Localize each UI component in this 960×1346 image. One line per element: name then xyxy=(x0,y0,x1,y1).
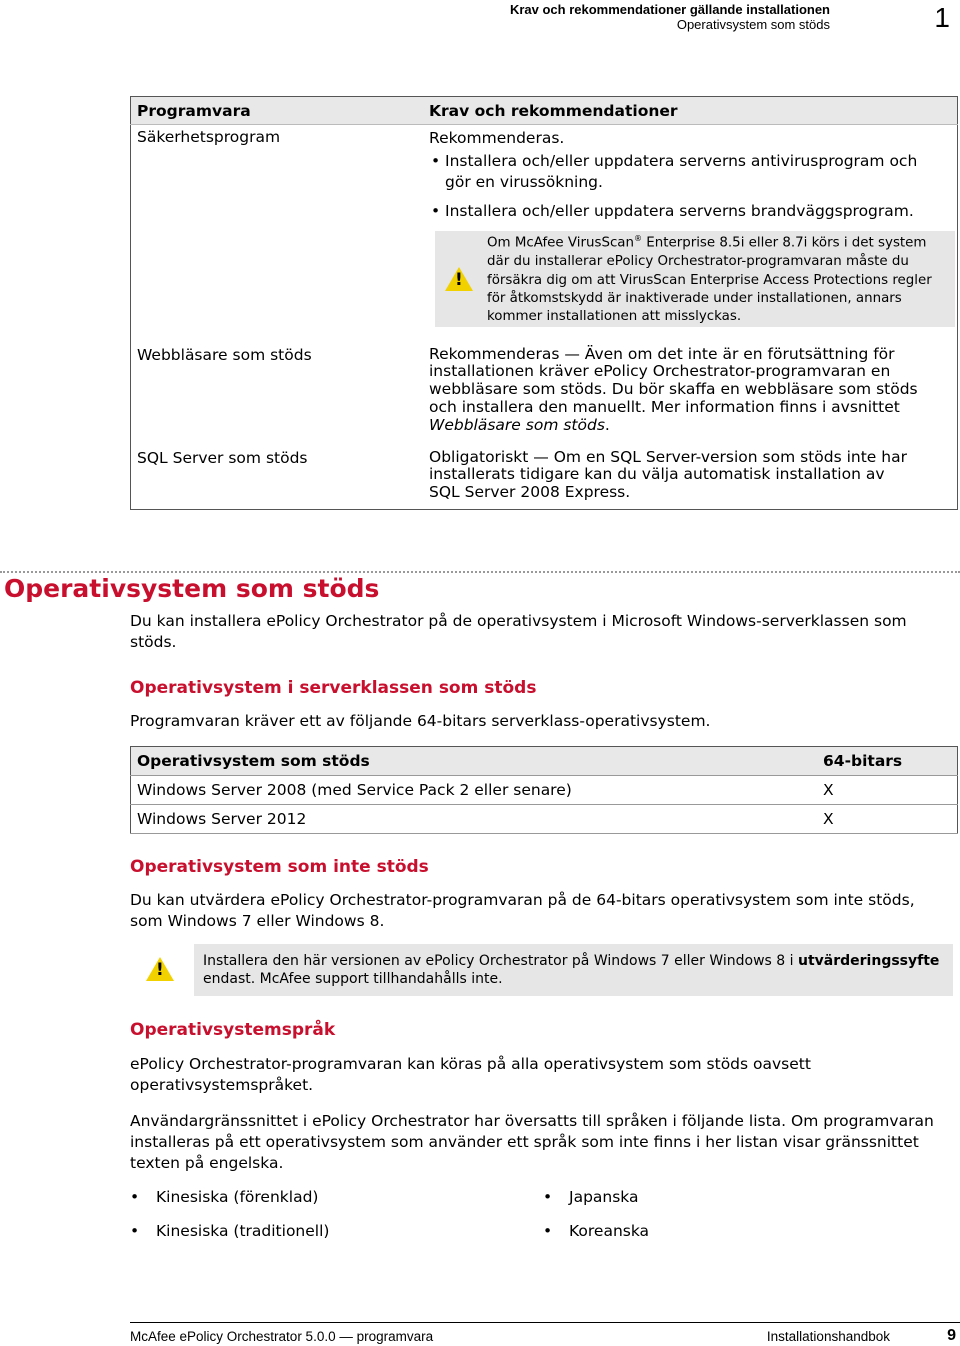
header-software: Programvara xyxy=(131,97,430,125)
software-cell: Säkerhetsprogram xyxy=(137,128,281,146)
os-64bit-mark: X xyxy=(823,805,958,834)
list-item: • Installera och/eller uppdatera serverns antivirusprogram och gör en virussökning. xyxy=(445,151,957,192)
requirements-table xyxy=(130,96,958,510)
footer-product: McAfee ePolicy Orchestrator 5.0.0 — programvara xyxy=(130,1329,434,1344)
chapter-title: Krav och rekommendationer gällande installationen xyxy=(509,2,830,17)
warning-note xyxy=(435,231,955,327)
os-name: Windows Server 2012 xyxy=(131,805,824,834)
subsection-title-server: Operativsystem i serverklassen som stöds xyxy=(130,678,537,698)
software-cell: SQL Server som stöds xyxy=(137,448,308,467)
warning-lead: Om McAfee VirusScan xyxy=(487,235,634,251)
cross-reference: Webbläsare som stöds xyxy=(429,415,605,434)
table-row xyxy=(131,339,958,444)
os-table xyxy=(130,746,958,834)
requirement-text: Rekommenderas — Även om det inte är en förutsättning för installationen kräver ePolicy Orchestrator-programvaran en webbläsare som stöds. Du bör skaffa en webbläsare som stöds och installera den manuellt. Mer information finns i avsnittet xyxy=(429,344,918,416)
section-title: Operativsystem som stöds xyxy=(4,574,380,603)
text-end: . xyxy=(604,415,610,434)
warning-icon: ! xyxy=(435,267,483,291)
subsection-title-languages: Operativsystemspråk xyxy=(130,1020,336,1040)
warning-body: Enterprise 8.5i eller 8.7i körs i det system där du installerar ePolicy Orchestrator-programvaran måste du försäkra dig om att VirusScan Enterprise Access Protections regler för åtkomstskydd är inaktiverade under installationen, annars kommer installationen att misslyckas. xyxy=(487,235,932,325)
evaluation-warning xyxy=(194,944,953,996)
section-intro: Du kan installera ePolicy Orchestrator på de operativsystem i Microsoft Windows-serverklassen som stöds. xyxy=(130,612,907,651)
registered-mark: ® xyxy=(634,234,642,244)
server-class-text: Programvaran kräver ett av följande 64-bitars serverklass-operativsystem. xyxy=(130,712,711,730)
footer-guide: Installationshandbok xyxy=(766,1329,890,1344)
header-os: Operativsystem som stöds xyxy=(131,747,824,776)
section-divider xyxy=(0,571,960,573)
warning-icon: ! xyxy=(146,957,174,981)
requirements-cell xyxy=(429,339,958,444)
warning-pre: Installera den här versionen av ePolicy Orchestrator på Windows 7 eller Windows 8 i xyxy=(203,952,798,969)
warning-text xyxy=(483,230,943,327)
table-header-row xyxy=(131,747,958,776)
chapter-number: 1 xyxy=(934,2,950,33)
table-row xyxy=(131,125,958,339)
running-header xyxy=(510,2,830,32)
requirement-intro: Rekommenderas. xyxy=(429,129,565,147)
header-requirements: Krav och rekommendationer xyxy=(429,97,958,125)
page-footer xyxy=(130,1322,960,1344)
requirement-list xyxy=(429,151,957,222)
subsection-title-unsupported: Operativsystem som inte stöds xyxy=(130,857,429,877)
list-item: • Kinesiska (förenklad) xyxy=(156,1187,318,1207)
header-64bit: 64-bitars xyxy=(823,747,958,776)
list-item: • Installera och/eller uppdatera serverns brandväggsprogram. xyxy=(445,201,957,222)
languages-text-1: ePolicy Orchestrator-programvaran kan köras på alla operativsystem som stöds oavsett operativsystemspråket. xyxy=(130,1055,811,1094)
os-64bit-mark: X xyxy=(823,776,958,805)
list-item: • Japanska xyxy=(569,1187,639,1207)
list-item: • Kinesiska (traditionell) xyxy=(156,1221,329,1241)
warning-text xyxy=(203,952,953,989)
software-cell: Webbläsare som stöds xyxy=(137,345,312,364)
table-header-row xyxy=(131,97,958,125)
page-number: 9 xyxy=(947,1327,956,1344)
requirements-cell: Obligatoriskt — Om en SQL Server-version som stöds inte har installerats tidigare kan du välja automatisk installation av SQL Server 2008 Express. xyxy=(429,447,907,502)
requirements-cell xyxy=(429,125,958,339)
unsupported-text: Du kan utvärdera ePolicy Orchestrator-programvaran på de 64-bitars operativsystem som inte stöds, som Windows 7 eller Windows 8. xyxy=(130,891,915,930)
table-row xyxy=(131,805,958,834)
header-section-title: Operativsystem som stöds xyxy=(676,17,830,32)
languages-text-2: Användargränssnittet i ePolicy Orchestrator har översatts till språken i följande lista. Om programvaran installeras på ett operativsystem som använder ett språk som inte finns i her listan visar gränssnittet texten på engelska. xyxy=(130,1112,934,1172)
list-item: • Koreanska xyxy=(569,1221,649,1241)
warning-post: endast. McAfee support tillhandahålls inte. xyxy=(203,971,503,987)
table-row xyxy=(131,444,958,510)
os-name: Windows Server 2008 (med Service Pack 2 eller senare) xyxy=(131,776,824,805)
table-row xyxy=(131,776,958,805)
warning-emphasis: utvärderingssyfte xyxy=(798,952,940,969)
